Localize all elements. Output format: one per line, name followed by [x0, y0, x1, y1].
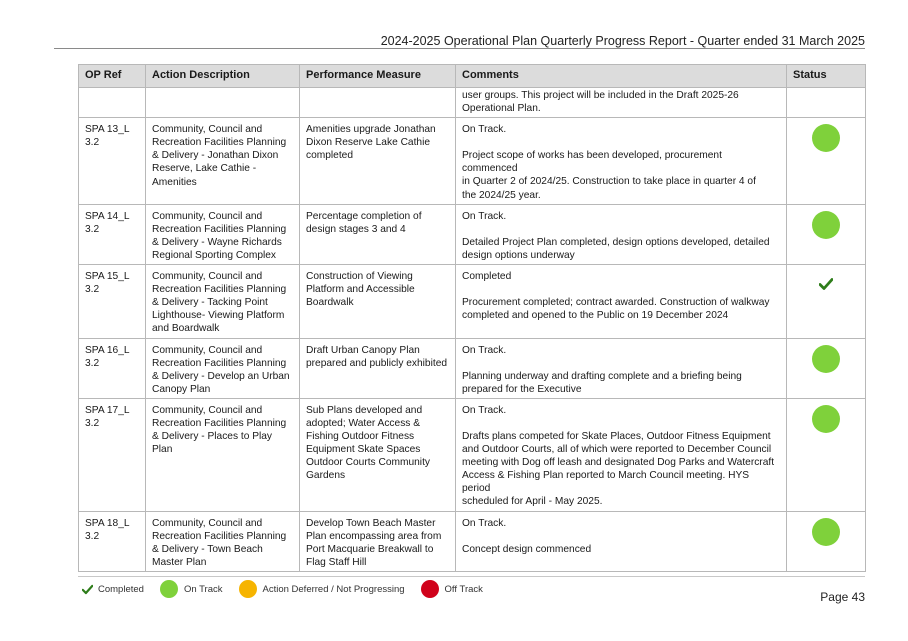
cell-line: Community, Council and	[152, 517, 263, 529]
comment-spacer	[462, 223, 780, 236]
legend-label: On Track	[183, 583, 223, 595]
cell-line: & Delivery - Wayne Richards	[152, 236, 282, 248]
header-rule	[54, 48, 865, 49]
cell-line: Amenities upgrade Jonathan	[306, 124, 436, 136]
cell-line: Gardens	[306, 470, 346, 482]
table-header-row	[79, 65, 866, 88]
continuation-comment	[456, 88, 787, 118]
cell-line: SPA 15_L	[85, 271, 130, 283]
comment-status-text: On Track.	[462, 344, 507, 356]
cell-line: Outdoor Courts Community	[306, 457, 430, 469]
header-status: Status	[787, 65, 866, 88]
cell-line: design stages 3 and 4	[306, 223, 406, 235]
cell-line: Dixon Reserve Lake Cathie	[306, 137, 431, 149]
comment-status-text: On Track.	[462, 404, 507, 416]
action-description-cell	[146, 398, 300, 511]
comment-status-text: On Track.	[462, 517, 507, 529]
cell-line: 3.2	[85, 417, 100, 429]
cell-line: in Quarter 2 of 2024/25. Construction to take place in quarter 4 of	[462, 176, 756, 188]
status-cell	[787, 204, 866, 264]
cell-line: design options underway	[462, 249, 575, 261]
cell-line: 3.2	[85, 284, 100, 296]
cell-line: Percentage completion of	[306, 210, 422, 222]
cell-line: & Delivery - Tacking Point	[152, 297, 268, 309]
table-row	[79, 511, 866, 571]
table-row	[79, 118, 866, 204]
cell-line: and Boardwalk	[152, 323, 220, 335]
cell-line: Construction of Viewing	[306, 271, 413, 283]
comment-spacer	[462, 417, 780, 430]
op-ref-cell	[79, 204, 146, 264]
cell-line: the 2024/25 year.	[462, 189, 541, 201]
header-op-ref: OP Ref	[79, 65, 146, 88]
header-performance-measure: Performance Measure	[300, 65, 456, 88]
action-description-cell	[146, 265, 300, 338]
status-on-track-dot	[812, 405, 840, 433]
cell-line: 3.2	[85, 137, 100, 149]
status-cell	[787, 338, 866, 398]
table-row	[79, 204, 866, 264]
report-title: 2024-2025 Operational Plan Quarterly Progress Report - Quarter ended 31 March 2025	[380, 34, 865, 48]
cell-line: Draft Urban Canopy Plan	[306, 344, 420, 356]
cell-line: prepared for the Executive	[462, 383, 582, 395]
status-on-track-dot	[812, 345, 840, 373]
cell-line: Reserve, Lake Cathie -	[152, 163, 257, 175]
cell-line: Community, Council and	[152, 210, 263, 222]
cell-line: Fishing Outdoor Fitness	[306, 431, 415, 443]
status-legend	[82, 578, 499, 600]
table-row	[79, 265, 866, 338]
cell-line: Recreation Facilities Planning	[152, 417, 287, 429]
table-row	[79, 338, 866, 398]
comments-cell	[456, 118, 787, 204]
comment-spacer	[462, 283, 780, 296]
comment-spacer	[462, 357, 780, 370]
cell-line: Equipment Skate Spaces	[306, 444, 421, 456]
footer-rule	[78, 576, 865, 577]
cell-line: Recreation Facilities Planning	[152, 357, 287, 369]
cell-line: Plan encompassing area from	[306, 530, 442, 542]
performance-measure-cell	[300, 511, 456, 571]
cell-line: Regional Sporting Complex	[152, 249, 277, 261]
op-ref-cell	[79, 398, 146, 511]
comment-spacer	[462, 136, 780, 149]
cell-line: prepared and publicly exhibited	[306, 357, 448, 369]
cell-line: Community, Council and	[152, 344, 263, 356]
cell-line: Recreation Facilities Planning	[152, 223, 287, 235]
status-cell	[787, 265, 866, 338]
comment-status-text: On Track.	[462, 210, 507, 222]
comments-cell	[456, 398, 787, 511]
cell-line: Flag Staff Hill	[306, 556, 367, 568]
cell-line: Develop Town Beach Master	[306, 517, 436, 529]
status-cell	[787, 511, 866, 571]
legend-off-track-dot	[421, 580, 439, 598]
performance-measure-cell	[300, 204, 456, 264]
cell-line: 3.2	[85, 530, 100, 542]
header-action-description: Action Description	[146, 65, 300, 88]
cell-line: Master Plan	[152, 556, 207, 568]
performance-measure-cell	[300, 265, 456, 338]
performance-measure-cell	[300, 118, 456, 204]
comment-status-text: On Track.	[462, 124, 507, 136]
cell-line: Canopy Plan	[152, 383, 211, 395]
comments-cell	[456, 265, 787, 338]
cell-line: Recreation Facilities Planning	[152, 284, 287, 296]
cell-line: & Delivery - Town Beach	[152, 543, 263, 555]
legend-item	[160, 580, 239, 598]
status-cell	[787, 398, 866, 511]
cell-line: Concept design commenced	[462, 543, 592, 555]
comments-cell	[456, 338, 787, 398]
legend-item	[421, 580, 499, 598]
op-ref-cell	[79, 265, 146, 338]
cell-line: Lighthouse- Viewing Platform	[152, 310, 285, 322]
cell-line: meeting with Dog off leash and designated Dog Parks and Watercraft	[462, 457, 775, 469]
cell-line: Detailed Project Plan completed, design options developed, detailed	[462, 236, 770, 248]
op-ref-cell	[79, 511, 146, 571]
check-icon	[819, 277, 833, 291]
legend-item	[82, 584, 160, 595]
legend-deferred-dot	[239, 580, 257, 598]
cell-line: 3.2	[85, 357, 100, 369]
cell-line: Port Macquarie Breakwall to	[306, 543, 434, 555]
cell-line: & Delivery - Places to Play Plan	[152, 431, 273, 456]
cell-line: Community, Council and	[152, 124, 263, 136]
op-ref-cell	[79, 338, 146, 398]
cell-line: Boardwalk	[306, 297, 354, 309]
cell-line: & Delivery - Jonathan Dixon	[152, 150, 279, 162]
performance-measure-cell	[300, 338, 456, 398]
cell-line: Recreation Facilities Planning	[152, 137, 287, 149]
table-row	[79, 398, 866, 511]
continuation-row	[79, 88, 866, 118]
action-description-cell	[146, 204, 300, 264]
comment-line: user groups. This project will be included in the Draft 2025-26	[462, 90, 739, 101]
legend-label: Action Deferred / Not Progressing	[262, 583, 405, 595]
cell-line: Community, Council and	[152, 404, 263, 416]
status-on-track-dot	[812, 211, 840, 239]
cell-line: completed	[306, 150, 354, 162]
cell-line: Planning underway and drafting complete and a briefing being	[462, 370, 742, 382]
legend-label: Completed	[98, 583, 144, 595]
operational-plan-table	[78, 64, 866, 572]
cell-line: Drafts plans competed for Skate Places, Outdoor Fitness Equipment	[462, 430, 771, 442]
cell-line: SPA 14_L	[85, 210, 130, 222]
comment-spacer	[462, 530, 780, 543]
comment-status-text: Completed	[462, 271, 512, 283]
cell-line: 3.2	[85, 223, 100, 235]
page-number: Page 43	[820, 590, 865, 604]
cell-line: Sub Plans developed and	[306, 404, 423, 416]
cell-line: Project scope of works has been developed, procurement commenced	[462, 150, 722, 175]
cell-line: completed and opened to the Public on 19 December 2024	[462, 310, 729, 322]
action-description-cell	[146, 118, 300, 204]
cell-line: SPA 16_L	[85, 344, 130, 356]
status-completed-indicator	[819, 277, 833, 291]
status-cell	[787, 118, 866, 204]
legend-label: Off Track	[444, 583, 483, 595]
check-icon	[82, 584, 93, 595]
action-description-cell	[146, 511, 300, 571]
cell-line: Platform and Accessible	[306, 284, 415, 296]
cell-line: SPA 13_L	[85, 124, 130, 136]
performance-measure-cell	[300, 398, 456, 511]
cell-line: Access & Fishing Plan reported to March Council meeting. HYS period	[462, 470, 750, 495]
cell-line: Procurement completed; contract awarded. Construction of walkway	[462, 297, 770, 309]
op-ref-cell	[79, 118, 146, 204]
legend-on-track-dot	[160, 580, 178, 598]
comments-cell	[456, 511, 787, 571]
cell-line: Community, Council and	[152, 271, 263, 283]
cell-line: SPA 18_L	[85, 517, 130, 529]
legend-check-icon	[82, 584, 93, 595]
cell-line: & Delivery - Develop an Urban	[152, 370, 290, 382]
comments-cell	[456, 204, 787, 264]
cell-line: adopted; Water Access &	[306, 417, 421, 429]
cell-line: and Outdoor Courts, all of which were reported to December Council	[462, 444, 772, 456]
comment-line: Operational Plan.	[462, 103, 541, 115]
legend-item	[239, 580, 421, 598]
action-description-cell	[146, 338, 300, 398]
cell-line: Recreation Facilities Planning	[152, 530, 287, 542]
header-comments: Comments	[456, 65, 787, 88]
cell-line: Amenities	[152, 176, 197, 188]
status-on-track-dot	[812, 518, 840, 546]
status-on-track-dot	[812, 124, 840, 152]
cell-line: scheduled for April - May 2025.	[462, 496, 603, 508]
cell-line: SPA 17_L	[85, 404, 130, 416]
